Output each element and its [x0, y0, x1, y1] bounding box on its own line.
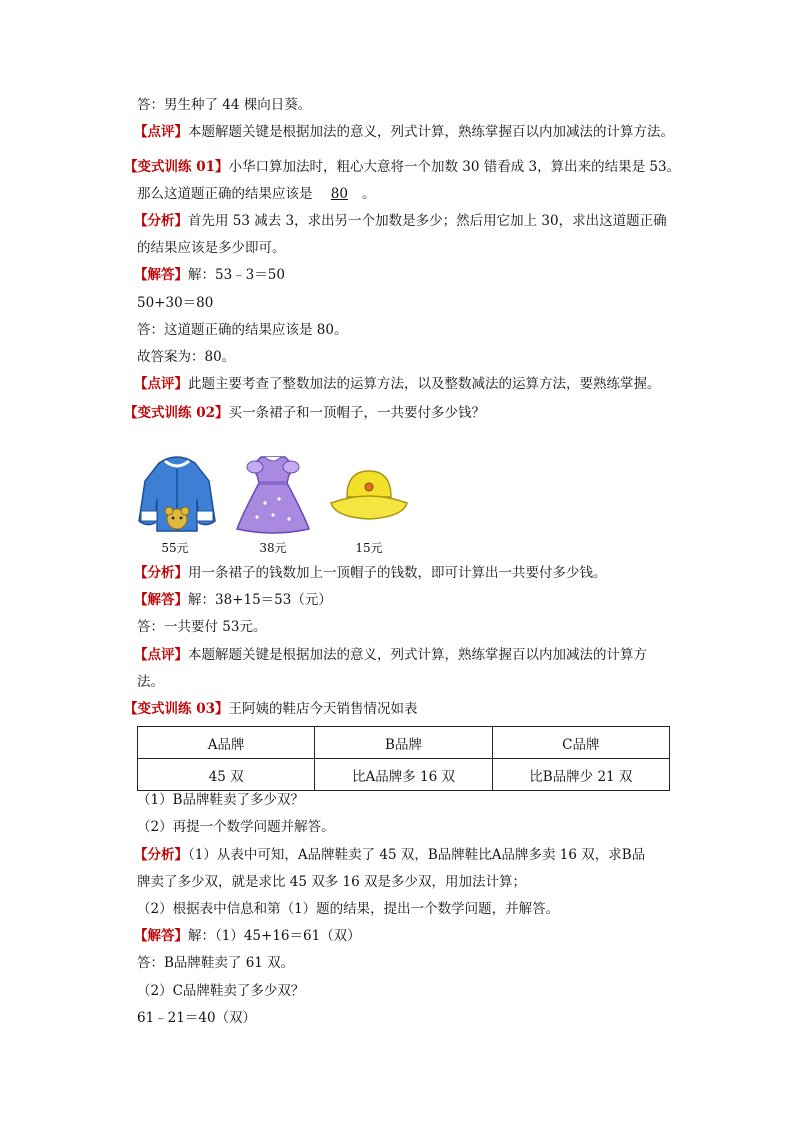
ex02-analysis	[134, 563, 607, 583]
prev-answer: 答：男生种了 44 棵向日葵。	[137, 97, 312, 113]
ex01-q1: 小华口算加法时，粗心大意将一个加数 30 错看成 3，算出来的结果是 53。	[228, 159, 681, 175]
solution-tag: 【解答】	[134, 928, 188, 944]
ex03-analysis-line2: 牌卖了多少双，就是求比 45 双多 16 双是多少双，用加法计算；	[137, 874, 527, 890]
ex01-tag: 【变式训练 01】	[124, 159, 229, 175]
jacket-picture	[137, 453, 217, 535]
solution-tag: 【解答】	[134, 592, 188, 608]
ex01-question-line1	[124, 157, 680, 177]
ex03-question	[124, 699, 418, 719]
dress-price: 38元	[259, 541, 287, 555]
analysis-tag: 【分析】	[134, 213, 188, 229]
ex02-tag: 【变式训练 02】	[124, 405, 229, 421]
ex03-solution	[134, 926, 361, 946]
ex03-tag: 【变式训练 03】	[124, 701, 229, 717]
ex02-solution-text: 解：38+15＝53（元）	[188, 592, 332, 608]
hat-picture	[329, 463, 409, 529]
ex02-solution	[134, 590, 332, 610]
table-header-cell: A品牌	[138, 727, 315, 759]
ex03-q1: （1）B品牌鞋卖了多少双？	[137, 792, 305, 808]
ex01-solution1: 解：53﹣3＝50	[188, 267, 285, 283]
ex01-answer-blank: 80	[330, 186, 348, 202]
sales-table	[137, 726, 670, 791]
table-header-row	[138, 727, 670, 759]
ex02-comment1: 本题解题关键是根据加法的意义，列式计算，熟练掌握百以内加减法的计算方	[188, 647, 647, 663]
ex01-solution-line2: 50+30＝80	[137, 295, 214, 311]
ex01-answer: 答：这道题正确的结果应该是 80。	[137, 322, 348, 338]
ex01-q2-end: 。	[361, 186, 376, 202]
table-cell: 45 双	[138, 759, 315, 791]
ex01-analysis-line2: 的结果应该是多少即可。	[137, 240, 286, 256]
clothing-picture-strip	[137, 453, 407, 555]
comment-tag: 【点评】	[134, 376, 188, 392]
ex02-question	[124, 403, 485, 423]
ex01-question-line2	[137, 184, 375, 204]
ex03-analysis-line1	[134, 845, 645, 865]
ex01-solution-line1	[134, 265, 285, 285]
ex01-comment	[134, 374, 661, 394]
table-cell: 比A品牌多 16 双	[315, 759, 492, 791]
ex03-analysis1: （1）从表中可知，A品牌鞋卖了 45 双，B品牌鞋比A品牌多卖 16 双，求B品	[188, 847, 646, 863]
ex02-comment-line1	[134, 645, 647, 665]
ex03-analysis-line3: （2）根据表中信息和第（1）题的结果，提出一个数学问题，并解答。	[137, 901, 560, 917]
ex03-calc2: 61﹣21＝40（双）	[137, 1010, 257, 1026]
table-header-cell: B品牌	[315, 727, 492, 759]
table-row	[138, 759, 670, 791]
ex02-comment-line2: 法。	[137, 674, 164, 690]
jacket-price: 55元	[161, 541, 189, 555]
comment-tag: 【点评】	[134, 124, 188, 140]
ex03-question-text: 王阿姨的鞋店今天销售情况如表	[228, 701, 418, 717]
comment-tag: 【点评】	[134, 647, 188, 663]
table-cell: 比B品牌少 21 双	[492, 759, 669, 791]
ex02-analysis-text: 用一条裙子的钱数加上一顶帽子的钱数，即可计算出一共要付多少钱。	[188, 565, 607, 581]
analysis-tag: 【分析】	[134, 565, 188, 581]
dress-picture	[235, 453, 311, 535]
comment-text: 本题解题关键是根据加法的意义，列式计算，熟练掌握百以内加减法的计算方法。	[188, 124, 674, 140]
ex02-answer: 答：一共要付 53元。	[137, 619, 267, 635]
ex01-analysis-line1	[134, 211, 667, 231]
table-header-cell: C品牌	[492, 727, 669, 759]
ex02-question-text: 买一条裙子和一顶帽子，一共要付多少钱？	[228, 405, 485, 421]
ex01-final: 故答案为：80。	[137, 349, 236, 365]
ex01-comment-text: 此题主要考查了整数加法的运算方法，以及整数减法的运算方法，要熟练掌握。	[188, 376, 661, 392]
ex03-sub2: （2）C品牌鞋卖了多少双？	[137, 983, 305, 999]
ex01-q2: 那么这道题正确的结果应该是	[137, 186, 313, 202]
ex03-answer1: 答：B品牌鞋卖了 61 双。	[137, 955, 295, 971]
prev-comment	[134, 122, 674, 142]
analysis-tag: 【分析】	[134, 847, 188, 863]
solution-tag: 【解答】	[134, 267, 188, 283]
ex01-analysis1: 首先用 53 减去 3，求出另一个加数是多少；然后用它加上 30，求出这道题正确	[188, 213, 667, 229]
hat-price: 15元	[355, 541, 383, 555]
ex03-solution1: 解：（1）45+16＝61（双）	[188, 928, 361, 944]
ex03-q2: （2）再提一个数学问题并解答。	[137, 819, 335, 835]
